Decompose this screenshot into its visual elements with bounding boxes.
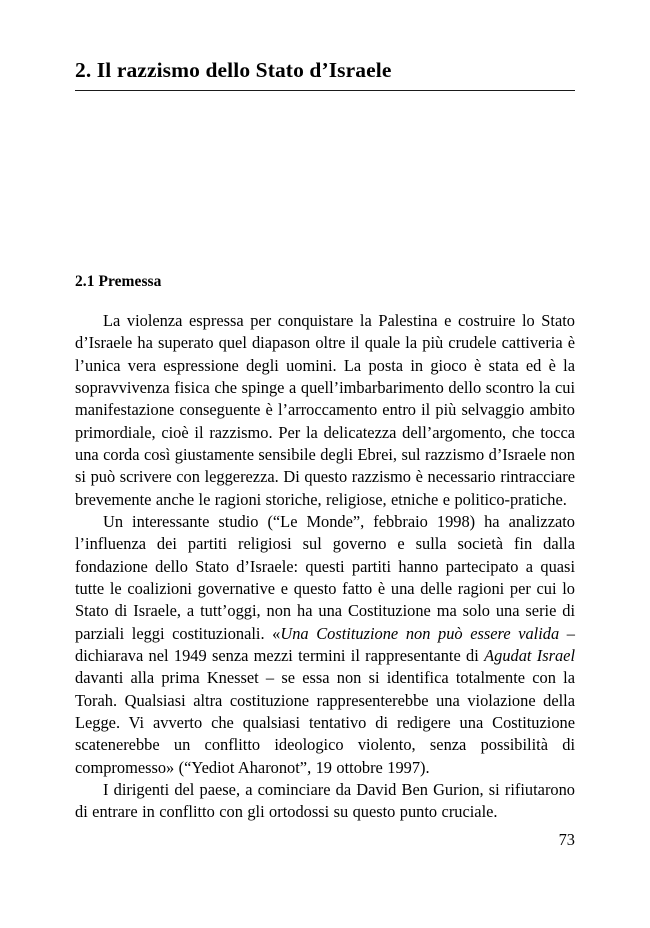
italic-run: Una Costituzione non può essere valida xyxy=(280,623,560,643)
page-number: 73 xyxy=(558,830,575,849)
body-text xyxy=(75,292,575,824)
page-content xyxy=(75,0,575,824)
paragraph: Un interessante studio (“Le Monde”, febbraio 1998) ha analizzato l’influenza dei partiti religiosi sul governo e sulla società fin dalla fondazione dello Stato d’Israele: questi partiti hanno partecipato a quasi tutte le coalizioni governative e questo fatto è una delle ragioni per cui lo Stato di Israele, a tutt’oggi, non ha una Costituzione ma solo una serie di parziali leggi costituzionali. «Una Costituzione non può essere valida – dichiarava nel 1949 senza mezzi termini il rappresentante di Agudat Israel davanti alla prima Knesset – se essa non si identifica totalmente con la Torah. Qualsiasi altra costituzione rappresenterebbe una violazione della Legge. Vi avverto che qualsiasi tentativo di redigere una Costituzione scatenerebbe un conflitto ideologico violento, senza possibilità di compromesso» (“Yediot Aharonot”, 19 ottobre 1997). xyxy=(75,511,576,777)
italic-run: Agudat Israel xyxy=(484,645,576,665)
section-heading: 2.1 Premessa xyxy=(75,273,162,291)
paragraph: I dirigenti del paese, a cominciare da David Ben Gurion, si rifiutarono di entrare in conflitto con gli ortodossi su questo punto cruciale. xyxy=(75,780,575,822)
paragraph: La violenza espressa per conquistare la Palestina e costruire lo Stato d’Israele ha superato quel diapason oltre il quale la più crudele cattiveria è l’unica vera espressione degli uomini. La posta in gioco è stata ed è la sopravvivenza fisica che spinge a quell’imbarbarimento dello scontro la cui manifestazione conseguente è l’arroccamento entro il più selvaggio ambito primordiale, cioè il razzismo. Per la delicatezza dell’argomento, che tocca una corda così giustamente sensibile degli Ebrei, sul razzismo d’Israele non si può scrivere con leggerezza. Di questo razzismo è necessario rintracciare brevemente anche le ragioni storiche, religiose, etniche e politico-pratiche. xyxy=(75,310,575,509)
chapter-title: 2. Il razzismo dello Stato d’Israele xyxy=(75,58,392,82)
